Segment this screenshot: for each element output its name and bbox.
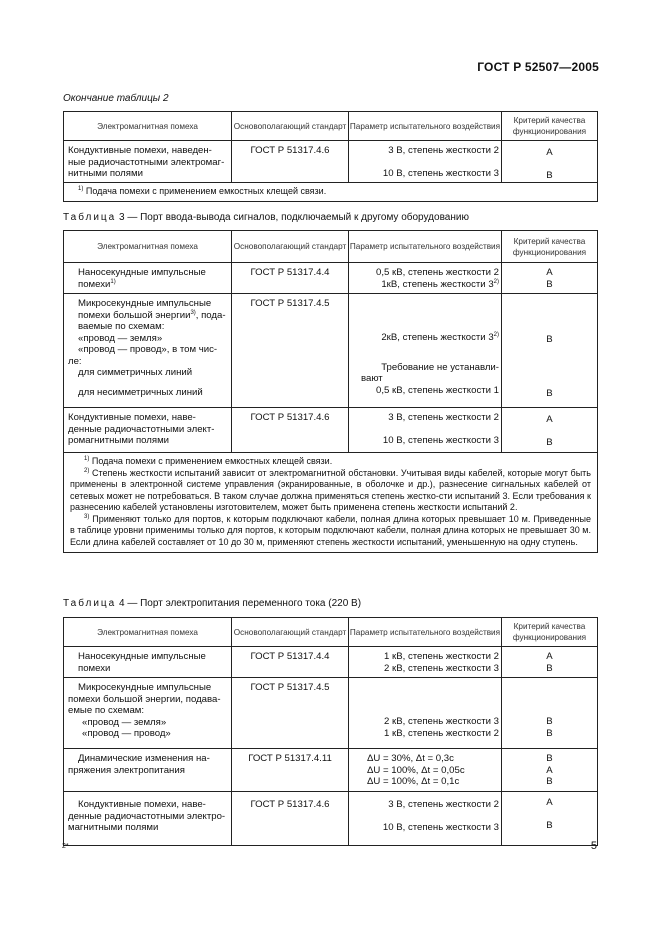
emi-line: пряжения электропитания bbox=[68, 764, 185, 776]
document-id: ГОСТ Р 52507—2005 bbox=[477, 60, 599, 74]
table-header-row bbox=[64, 112, 598, 141]
criterion-value: В bbox=[546, 716, 553, 727]
param-value: вают bbox=[361, 373, 383, 384]
emi-line: магнитными полями bbox=[68, 822, 159, 833]
param-value: Требование не устанавли- bbox=[381, 361, 499, 373]
standard-cell: ГОСТ Р 51317.4.5 bbox=[232, 294, 349, 408]
emi-line: помехи большой энергии bbox=[78, 309, 191, 321]
footnote-mark: 2) bbox=[84, 467, 90, 474]
param-value: ΔU = 30%, Δt = 0,3с bbox=[367, 753, 454, 764]
emi-line: ные радиочастотными электромаг- bbox=[68, 156, 225, 168]
criterion-value: В bbox=[546, 437, 553, 448]
standard-cell: ГОСТ Р 51317.4.6 bbox=[232, 408, 349, 453]
table-header-row bbox=[64, 231, 598, 263]
criterion-value: В bbox=[546, 753, 553, 764]
col-header-parameter: Параметр испытательного воздействия bbox=[349, 112, 502, 141]
emi-line: Микросекундные импульсные bbox=[78, 682, 212, 693]
emi-line: помехи bbox=[78, 662, 111, 674]
emi-line: для симметричных линий bbox=[78, 367, 193, 378]
caption-text: — Порт электропитания переменного тока (220 В) bbox=[127, 598, 362, 609]
emi-line: денные радиочастотными элект- bbox=[68, 423, 215, 435]
emi-line: Кондуктивные помехи, наве- bbox=[78, 799, 206, 810]
footnote-mark: 1) bbox=[84, 456, 90, 462]
emi-line: денные радиочастотными электро- bbox=[68, 810, 226, 822]
emi-line: ромагнитными полями bbox=[68, 435, 170, 446]
param-value: 10 В, степень жесткости 3 bbox=[382, 168, 499, 179]
footnote-mark: 3) bbox=[84, 513, 90, 520]
param-value: 3 В, степень жесткости 2 bbox=[388, 799, 499, 810]
table4-caption bbox=[63, 598, 361, 609]
emi-line: помехи bbox=[78, 278, 111, 290]
criterion-value: А bbox=[546, 797, 553, 808]
standard-cell: ГОСТ Р 51317.4.5 bbox=[232, 678, 349, 749]
table-row bbox=[64, 408, 598, 453]
standard-cell: ГОСТ Р 51317.4.6 bbox=[232, 792, 349, 846]
emi-line: емые по схемам: bbox=[68, 705, 145, 716]
param-value: 2 кВ, степень жесткости 3 bbox=[384, 662, 499, 674]
emi-line: Кондуктивные помехи, наведен- bbox=[68, 145, 212, 156]
table-row bbox=[64, 294, 598, 408]
caption-label: Таблица bbox=[63, 212, 117, 223]
col-header-standard: Основополагающий стандарт bbox=[232, 618, 349, 647]
emi-line: Динамические изменения на- bbox=[78, 753, 210, 764]
param-value: ΔU = 100%, Δt = 0,1с bbox=[367, 776, 460, 787]
emi-line: «провод — провод» bbox=[82, 728, 171, 739]
emi-line: ваемые по схемам: bbox=[78, 321, 165, 332]
criterion-value: В bbox=[546, 662, 553, 674]
table-row bbox=[64, 263, 598, 294]
standard-cell: ГОСТ Р 51317.4.11 bbox=[232, 749, 349, 792]
table-note-row bbox=[64, 182, 598, 202]
standard-cell: ГОСТ Р 51317.4.6 bbox=[232, 141, 349, 183]
param-value: 2кВ, степень жесткости 3 bbox=[381, 332, 494, 343]
caption-number: 4 bbox=[119, 598, 125, 609]
criterion-value: А bbox=[546, 147, 553, 158]
emi-line: для несимметричных линий bbox=[78, 386, 203, 398]
table3-caption bbox=[63, 212, 469, 223]
table-2 bbox=[63, 111, 598, 202]
footnote-text: Применяют только для портов, к которым подключают кабели, полная длина которых превышает 10 м. Приведенные в таблице уровни применимы только для портов, к которым подключают кабели, полная длина которых не превышает 30 м. Если длина кабелей составляет от 10 до 30 м, применяют степень жесткости испытаний, уменьшенную на одну ступень. bbox=[70, 513, 591, 547]
footnote-mark: 1) bbox=[110, 278, 116, 285]
signature-mark: 2* bbox=[62, 843, 69, 850]
footnote-mark: 2) bbox=[493, 331, 499, 338]
footnote-mark: 2) bbox=[493, 278, 499, 285]
footnote-text: Степень жесткости испытаний зависит от электромагнитной обстановки. Учитывая виды кабелей, которые могут быть применены в электронной системе управления (экранированные, в оболочке и др.), разнесение сигнальных кабелей от сетевых может не потребоваться. В таком случае должна применяться степень жестко-сти испытаний 3. Если требования к разнесению кабелей установлены изготовителем, может быть применена степень жесткости испытаний 2. bbox=[70, 467, 591, 512]
emi-line: Наносекундные импульсные bbox=[78, 267, 206, 278]
col-header-criterion: Критерий качества функционирования bbox=[502, 112, 598, 141]
table-row bbox=[64, 792, 598, 846]
footnote-mark: 1) bbox=[78, 185, 84, 192]
table2-caption: Окончание таблицы 2 bbox=[63, 93, 169, 104]
param-value: 0,5 кВ, степень жесткости 1 bbox=[376, 384, 499, 396]
col-header-criterion: Критерий качества функционирования bbox=[502, 231, 598, 263]
table-row bbox=[64, 678, 598, 749]
emi-line: Микросекундные импульсные bbox=[78, 298, 212, 309]
criterion-value: В bbox=[546, 278, 553, 290]
emi-line: «провод — провод», в том чис- bbox=[78, 344, 218, 355]
col-header-standard: Основополагающий стандарт bbox=[232, 112, 349, 141]
col-header-standard: Основополагающий стандарт bbox=[232, 231, 349, 263]
param-value: 10 В, степень жесткости 3 bbox=[382, 435, 499, 446]
emi-line: Кондуктивные помехи, наве- bbox=[68, 412, 196, 423]
table-row bbox=[64, 141, 598, 183]
col-header-emi: Электромагнитная помеха bbox=[64, 112, 232, 141]
emi-line: Наносекундные импульсные bbox=[78, 651, 206, 662]
table-note-row bbox=[64, 453, 598, 553]
criterion-value: В bbox=[546, 334, 553, 345]
param-value: 0,5 кВ, степень жесткости 2 bbox=[376, 267, 499, 278]
criterion-value: В bbox=[546, 727, 553, 739]
table-4 bbox=[63, 617, 598, 846]
emi-line: ле: bbox=[68, 355, 82, 367]
col-header-emi: Электромагнитная помеха bbox=[64, 231, 232, 263]
col-header-parameter: Параметр испытательного воздействия bbox=[349, 231, 502, 263]
col-header-criterion: Критерий качества функционирования bbox=[502, 618, 598, 647]
criterion-value: А bbox=[546, 414, 553, 425]
table-header-row bbox=[64, 618, 598, 647]
emi-line: нитными полями bbox=[68, 168, 143, 179]
table-row bbox=[64, 647, 598, 678]
page-number: 5 bbox=[590, 840, 597, 852]
criterion-value: А bbox=[546, 267, 553, 278]
param-value: ΔU = 100%, Δt = 0,05с bbox=[367, 764, 465, 776]
caption-text: — Порт ввода-вывода сигналов, подключаемый к другому оборудованию bbox=[127, 212, 469, 223]
criterion-value: В bbox=[546, 776, 553, 787]
emi-line: , пода- bbox=[195, 309, 226, 321]
criterion-value: В bbox=[546, 820, 553, 831]
criterion-value: В bbox=[546, 170, 553, 181]
footnote-mark: 3) bbox=[190, 309, 196, 316]
emi-line: «провод — земля» bbox=[78, 332, 163, 344]
criterion-value: А bbox=[546, 651, 553, 662]
param-value: 1кВ, степень жесткости 3 bbox=[381, 278, 494, 290]
criterion-value: А bbox=[546, 764, 553, 776]
emi-line: помехи большой энергии, подава- bbox=[68, 693, 221, 705]
table-row bbox=[64, 749, 598, 792]
emi-line: «провод — земля» bbox=[82, 716, 167, 728]
col-header-emi: Электромагнитная помеха bbox=[64, 618, 232, 647]
param-value: 10 В, степень жесткости 3 bbox=[382, 822, 499, 833]
table-3 bbox=[63, 230, 598, 553]
col-header-parameter: Параметр испытательного воздействия bbox=[349, 618, 502, 647]
caption-number: 3 bbox=[119, 212, 125, 223]
param-value: 1 кВ, степень жесткости 2 bbox=[384, 651, 499, 662]
param-value: 1 кВ, степень жесткости 2 bbox=[384, 727, 499, 739]
param-value: 3 В, степень жесткости 2 bbox=[388, 145, 499, 156]
param-value: 2 кВ, степень жесткости 3 bbox=[384, 716, 499, 727]
standard-cell: ГОСТ Р 51317.4.4 bbox=[232, 647, 349, 678]
standard-cell: ГОСТ Р 51317.4.4 bbox=[232, 263, 349, 294]
footnote-text: Подача помехи с применением емкостных клещей связи. bbox=[91, 456, 333, 466]
footnote-text: Подача помехи с применением емкостных клещей связи. bbox=[85, 185, 327, 196]
caption-label: Таблица bbox=[63, 598, 117, 609]
criterion-value: В bbox=[546, 387, 553, 399]
param-value: 3 В, степень жесткости 2 bbox=[388, 412, 499, 423]
